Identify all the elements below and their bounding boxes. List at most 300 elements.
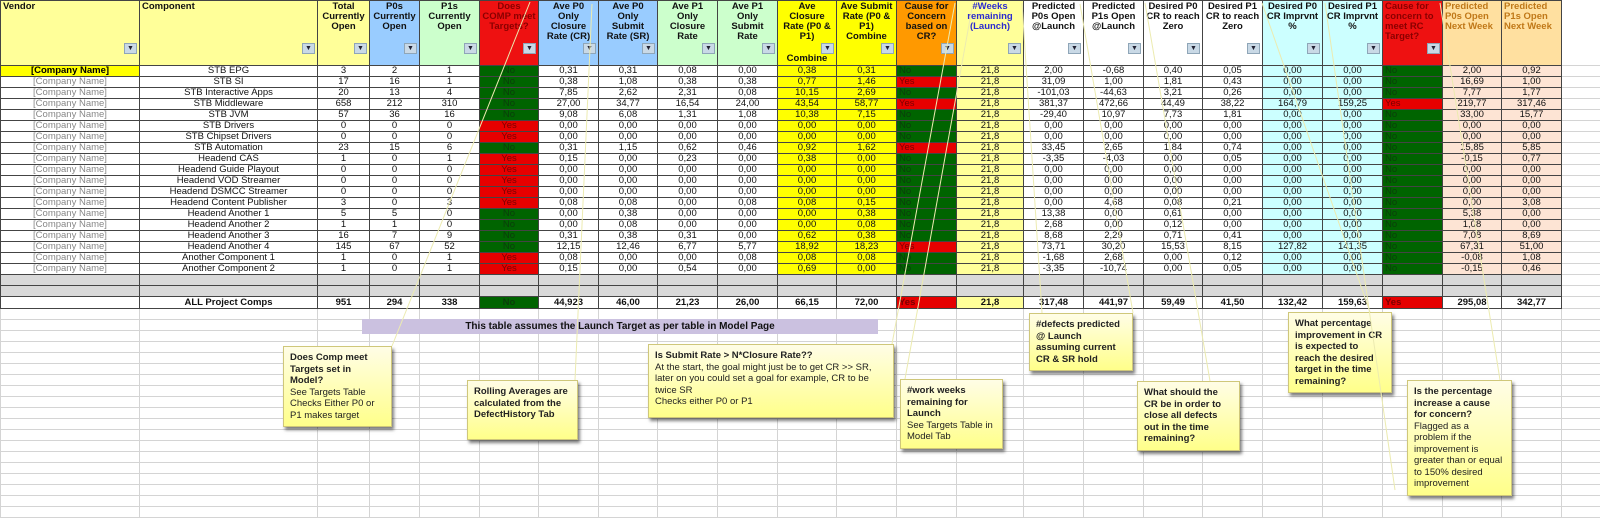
- cell[interactable]: No: [897, 220, 957, 231]
- cell[interactable]: Yes: [480, 154, 539, 165]
- cell[interactable]: 0,38: [599, 231, 658, 242]
- cell[interactable]: No: [1383, 231, 1443, 242]
- filter-dropdown-icon[interactable]: ▼: [881, 43, 894, 54]
- cell[interactable]: 0,00: [1084, 209, 1144, 220]
- cell[interactable]: 0,00: [1144, 264, 1203, 275]
- cell[interactable]: 21,8: [957, 198, 1024, 209]
- cell[interactable]: No: [1383, 132, 1443, 143]
- cell[interactable]: -0,15: [1443, 264, 1502, 275]
- cell[interactable]: 0,00: [1144, 121, 1203, 132]
- cell[interactable]: STB Chipset Drivers: [140, 132, 318, 143]
- cell[interactable]: 0: [420, 165, 480, 176]
- filter-dropdown-icon[interactable]: ▼: [821, 43, 834, 54]
- cell[interactable]: 0,00: [1323, 110, 1383, 121]
- cell[interactable]: [1323, 441, 1383, 452]
- cell[interactable]: No: [480, 297, 539, 309]
- cell[interactable]: [480, 463, 539, 474]
- cell[interactable]: 0,00: [837, 264, 897, 275]
- cell[interactable]: 0,00: [1024, 176, 1084, 187]
- cell[interactable]: [1203, 463, 1263, 474]
- cell[interactable]: No: [897, 264, 957, 275]
- cell[interactable]: No: [897, 121, 957, 132]
- cell[interactable]: 0: [370, 264, 420, 275]
- cell[interactable]: [1502, 364, 1562, 375]
- cell[interactable]: 52: [420, 242, 480, 253]
- cell[interactable]: 21,8: [957, 165, 1024, 176]
- cell[interactable]: [420, 342, 480, 353]
- cell[interactable]: [837, 275, 897, 286]
- cell[interactable]: 0,00: [1084, 121, 1144, 132]
- cell[interactable]: [1502, 496, 1562, 507]
- column-header[interactable]: [1383, 1, 1443, 66]
- cell[interactable]: 5,77: [718, 242, 778, 253]
- cell[interactable]: 10,97: [1084, 110, 1144, 121]
- cell[interactable]: 6,77: [658, 242, 718, 253]
- cell[interactable]: 0,08: [718, 198, 778, 209]
- cell[interactable]: [957, 309, 1024, 320]
- cell[interactable]: [837, 309, 897, 320]
- cell[interactable]: 159,63: [1323, 297, 1383, 309]
- cell[interactable]: [420, 286, 480, 297]
- cell[interactable]: [957, 507, 1024, 518]
- cell[interactable]: [1562, 342, 1600, 353]
- cell[interactable]: [1562, 452, 1600, 463]
- cell[interactable]: [1144, 463, 1203, 474]
- cell[interactable]: [140, 309, 318, 320]
- cell[interactable]: Headend Content Publisher: [140, 198, 318, 209]
- cell[interactable]: 3,08: [1502, 198, 1562, 209]
- cell[interactable]: [1024, 452, 1084, 463]
- cell[interactable]: [658, 452, 718, 463]
- cell[interactable]: No: [897, 154, 957, 165]
- cell[interactable]: No: [1383, 66, 1443, 77]
- cell[interactable]: [480, 474, 539, 485]
- cell[interactable]: [897, 286, 957, 297]
- cell[interactable]: 0,00: [1443, 187, 1502, 198]
- cell[interactable]: 1: [318, 220, 370, 231]
- cell[interactable]: No: [480, 143, 539, 154]
- cell[interactable]: [1562, 507, 1600, 518]
- cell[interactable]: [778, 452, 837, 463]
- cell[interactable]: [1263, 286, 1323, 297]
- cell[interactable]: [1443, 331, 1502, 342]
- cell[interactable]: 51,00: [1502, 242, 1562, 253]
- cell[interactable]: 1: [420, 154, 480, 165]
- cell[interactable]: 0,00: [1443, 198, 1502, 209]
- cell[interactable]: 21,8: [957, 253, 1024, 264]
- cell[interactable]: Headend DSMCC Streamer: [140, 187, 318, 198]
- cell[interactable]: 0,00: [718, 154, 778, 165]
- cell[interactable]: 0,00: [718, 264, 778, 275]
- cell[interactable]: 0,00: [1263, 253, 1323, 264]
- cell[interactable]: 0: [420, 176, 480, 187]
- cell[interactable]: [1084, 507, 1144, 518]
- cell[interactable]: [140, 430, 318, 441]
- cell[interactable]: 1,77: [1502, 88, 1562, 99]
- cell[interactable]: [Company Name]: [1, 66, 140, 77]
- cell[interactable]: [Company Name]: [1, 165, 140, 176]
- cell[interactable]: Yes: [480, 264, 539, 275]
- cell[interactable]: Headend VOD Streamer: [140, 176, 318, 187]
- cell[interactable]: No: [897, 253, 957, 264]
- cell[interactable]: [897, 507, 957, 518]
- cell[interactable]: 0,00: [658, 121, 718, 132]
- cell[interactable]: 17: [318, 77, 370, 88]
- cell[interactable]: 0,38: [778, 66, 837, 77]
- cell[interactable]: No: [480, 220, 539, 231]
- cell[interactable]: 2: [370, 66, 420, 77]
- cell[interactable]: [420, 275, 480, 286]
- cell[interactable]: 10,38: [778, 110, 837, 121]
- cell[interactable]: 0,38: [837, 231, 897, 242]
- cell[interactable]: 0,00: [1203, 209, 1263, 220]
- cell[interactable]: 46,00: [599, 297, 658, 309]
- filter-dropdown-icon[interactable]: ▼: [1128, 43, 1141, 54]
- cell[interactable]: [1, 386, 140, 397]
- cell[interactable]: [599, 474, 658, 485]
- cell[interactable]: 0,00: [1323, 132, 1383, 143]
- cell[interactable]: 5: [318, 209, 370, 220]
- filter-dropdown-icon[interactable]: ▼: [1008, 43, 1021, 54]
- cell[interactable]: 0,08: [539, 253, 599, 264]
- cell[interactable]: 30,20: [1084, 242, 1144, 253]
- cell[interactable]: STB Automation: [140, 143, 318, 154]
- cell[interactable]: [658, 441, 718, 452]
- cell[interactable]: No: [897, 209, 957, 220]
- cell[interactable]: 0: [370, 176, 420, 187]
- cell[interactable]: 0,00: [1024, 132, 1084, 143]
- cell[interactable]: [420, 452, 480, 463]
- cell[interactable]: [370, 286, 420, 297]
- cell[interactable]: 21,8: [957, 209, 1024, 220]
- cell[interactable]: 0,00: [778, 187, 837, 198]
- cell[interactable]: 9: [420, 231, 480, 242]
- cell[interactable]: 21,8: [957, 242, 1024, 253]
- cell[interactable]: 5: [370, 209, 420, 220]
- cell[interactable]: 0,00: [1144, 187, 1203, 198]
- cell[interactable]: 16: [420, 110, 480, 121]
- filter-dropdown-icon[interactable]: ▼: [1068, 43, 1081, 54]
- cell[interactable]: 0,62: [778, 231, 837, 242]
- cell[interactable]: 7,08: [1443, 231, 1502, 242]
- cell[interactable]: 0: [318, 187, 370, 198]
- cell[interactable]: [1024, 419, 1084, 430]
- cell[interactable]: 1,81: [1203, 110, 1263, 121]
- cell[interactable]: [957, 286, 1024, 297]
- cell[interactable]: Another Component 1: [140, 253, 318, 264]
- cell[interactable]: 0,00: [1323, 121, 1383, 132]
- column-header[interactable]: [718, 1, 778, 66]
- cell[interactable]: 16: [370, 77, 420, 88]
- cell[interactable]: 0,00: [539, 176, 599, 187]
- cell[interactable]: 0,00: [1323, 220, 1383, 231]
- cell[interactable]: [140, 275, 318, 286]
- cell[interactable]: 10,15: [778, 88, 837, 99]
- cell[interactable]: [1323, 496, 1383, 507]
- cell[interactable]: 0,00: [837, 154, 897, 165]
- cell[interactable]: [1, 275, 140, 286]
- cell[interactable]: [1502, 275, 1562, 286]
- cell[interactable]: 0,08: [599, 198, 658, 209]
- cell[interactable]: 0,23: [658, 154, 718, 165]
- cell[interactable]: [318, 430, 370, 441]
- cell[interactable]: [658, 496, 718, 507]
- cell[interactable]: [1562, 419, 1600, 430]
- cell[interactable]: [957, 463, 1024, 474]
- cell[interactable]: 0,00: [1144, 165, 1203, 176]
- cell[interactable]: [1562, 397, 1600, 408]
- cell[interactable]: 0: [370, 165, 420, 176]
- cell[interactable]: [1024, 485, 1084, 496]
- filter-dropdown-icon[interactable]: ▼: [583, 43, 596, 54]
- cell[interactable]: [1084, 419, 1144, 430]
- cell[interactable]: 0,00: [599, 187, 658, 198]
- cell[interactable]: [837, 496, 897, 507]
- cell[interactable]: [Company Name]: [1, 110, 140, 121]
- cell[interactable]: Yes: [897, 242, 957, 253]
- cell[interactable]: Headend Another 3: [140, 231, 318, 242]
- cell[interactable]: [658, 430, 718, 441]
- cell[interactable]: [1203, 286, 1263, 297]
- cell[interactable]: 1,08: [1502, 253, 1562, 264]
- cell[interactable]: [1144, 320, 1203, 331]
- cell[interactable]: [Company Name]: [1, 132, 140, 143]
- cell[interactable]: [1263, 408, 1323, 419]
- cell[interactable]: 0,00: [1263, 77, 1323, 88]
- cell[interactable]: 0,31: [539, 66, 599, 77]
- cell[interactable]: Yes: [480, 132, 539, 143]
- cell[interactable]: 0: [420, 209, 480, 220]
- cell[interactable]: 0,38: [599, 209, 658, 220]
- cell[interactable]: 0,00: [837, 187, 897, 198]
- cell[interactable]: [539, 463, 599, 474]
- cell[interactable]: 0,00: [539, 187, 599, 198]
- cell[interactable]: [718, 463, 778, 474]
- cell[interactable]: [897, 463, 957, 474]
- cell[interactable]: [1562, 375, 1600, 386]
- cell[interactable]: 0,38: [718, 77, 778, 88]
- cell[interactable]: Yes: [1383, 99, 1443, 110]
- cell[interactable]: [1562, 275, 1600, 286]
- cell[interactable]: [480, 441, 539, 452]
- cell[interactable]: Yes: [1383, 297, 1443, 309]
- cell[interactable]: 1: [318, 253, 370, 264]
- cell[interactable]: [1263, 275, 1323, 286]
- cell[interactable]: [1, 342, 140, 353]
- cell[interactable]: 0,74: [1203, 143, 1263, 154]
- cell[interactable]: Headend Another 2: [140, 220, 318, 231]
- column-header[interactable]: [1, 1, 140, 66]
- cell[interactable]: [370, 485, 420, 496]
- cell[interactable]: -4,03: [1084, 154, 1144, 165]
- cell[interactable]: [718, 452, 778, 463]
- cell[interactable]: 38,22: [1203, 99, 1263, 110]
- cell[interactable]: [Company Name]: [1, 143, 140, 154]
- cell[interactable]: [370, 452, 420, 463]
- cell[interactable]: [Company Name]: [1, 198, 140, 209]
- cell[interactable]: 21,8: [957, 220, 1024, 231]
- cell[interactable]: 0,00: [658, 198, 718, 209]
- filter-dropdown-icon[interactable]: ▼: [404, 43, 417, 54]
- cell[interactable]: [778, 496, 837, 507]
- cell[interactable]: 212: [370, 99, 420, 110]
- cell[interactable]: [1323, 408, 1383, 419]
- cell[interactable]: [897, 309, 957, 320]
- cell[interactable]: 0,31: [539, 231, 599, 242]
- cell[interactable]: 58,77: [837, 99, 897, 110]
- cell[interactable]: [957, 342, 1024, 353]
- cell[interactable]: 0,46: [1502, 264, 1562, 275]
- cell[interactable]: [1203, 474, 1263, 485]
- cell[interactable]: [Company Name]: [1, 220, 140, 231]
- cell[interactable]: 0,77: [778, 77, 837, 88]
- cell[interactable]: 1,46: [837, 77, 897, 88]
- cell[interactable]: 0,00: [1323, 209, 1383, 220]
- cell[interactable]: [1024, 507, 1084, 518]
- cell[interactable]: [897, 331, 957, 342]
- cell[interactable]: [837, 485, 897, 496]
- cell[interactable]: 0,00: [718, 231, 778, 242]
- cell[interactable]: 66,15: [778, 297, 837, 309]
- cell[interactable]: [1203, 485, 1263, 496]
- cell[interactable]: [599, 419, 658, 430]
- cell[interactable]: [1383, 507, 1443, 518]
- cell[interactable]: [539, 452, 599, 463]
- cell[interactable]: [1024, 441, 1084, 452]
- filter-dropdown-icon[interactable]: ▼: [1307, 43, 1320, 54]
- cell[interactable]: [1562, 441, 1600, 452]
- cell[interactable]: 0,00: [718, 66, 778, 77]
- cell[interactable]: [1562, 353, 1600, 364]
- cell[interactable]: 0,00: [1084, 132, 1144, 143]
- cell[interactable]: No: [480, 88, 539, 99]
- cell[interactable]: 31,09: [1024, 77, 1084, 88]
- cell[interactable]: 0,31: [658, 231, 718, 242]
- column-header[interactable]: [539, 1, 599, 66]
- cell[interactable]: 0,00: [599, 176, 658, 187]
- cell[interactable]: [1562, 463, 1600, 474]
- cell[interactable]: [539, 286, 599, 297]
- cell[interactable]: 1,00: [1502, 77, 1562, 88]
- cell[interactable]: 21,8: [957, 110, 1024, 121]
- cell[interactable]: [837, 507, 897, 518]
- cell[interactable]: Yes: [480, 187, 539, 198]
- cell[interactable]: [420, 309, 480, 320]
- cell[interactable]: -0,08: [1443, 253, 1502, 264]
- cell[interactable]: [599, 275, 658, 286]
- cell[interactable]: 441,97: [1084, 297, 1144, 309]
- cell[interactable]: [140, 331, 318, 342]
- cell[interactable]: 0,31: [837, 66, 897, 77]
- cell[interactable]: [420, 441, 480, 452]
- cell[interactable]: 0,38: [539, 77, 599, 88]
- cell[interactable]: -0,68: [1084, 66, 1144, 77]
- cell[interactable]: 27,00: [539, 99, 599, 110]
- cell[interactable]: 0,00: [599, 132, 658, 143]
- cell[interactable]: 1,31: [658, 110, 718, 121]
- cell[interactable]: 21,8: [957, 143, 1024, 154]
- cell[interactable]: 1,84: [1144, 143, 1203, 154]
- cell[interactable]: [480, 485, 539, 496]
- cell[interactable]: 0,92: [778, 143, 837, 154]
- cell[interactable]: [957, 364, 1024, 375]
- cell[interactable]: [539, 507, 599, 518]
- filter-dropdown-icon[interactable]: ▼: [1247, 43, 1260, 54]
- cell[interactable]: 73,71: [1024, 242, 1084, 253]
- cell[interactable]: [318, 463, 370, 474]
- cell[interactable]: [539, 485, 599, 496]
- cell[interactable]: [1263, 430, 1323, 441]
- cell[interactable]: 0,00: [1084, 220, 1144, 231]
- cell[interactable]: [1203, 353, 1263, 364]
- cell[interactable]: [1024, 408, 1084, 419]
- cell[interactable]: [1084, 286, 1144, 297]
- cell[interactable]: 9,08: [539, 110, 599, 121]
- filter-dropdown-icon[interactable]: ▼: [523, 43, 536, 54]
- cell[interactable]: 0,00: [1502, 220, 1562, 231]
- cell[interactable]: 317,48: [1024, 297, 1084, 309]
- cell[interactable]: 16,69: [1443, 77, 1502, 88]
- cell[interactable]: 3: [420, 198, 480, 209]
- column-header[interactable]: [1144, 1, 1203, 66]
- cell[interactable]: [1323, 463, 1383, 474]
- cell[interactable]: No: [480, 99, 539, 110]
- cell[interactable]: 0: [420, 220, 480, 231]
- cell[interactable]: 16: [318, 231, 370, 242]
- cell[interactable]: 8,69: [1502, 231, 1562, 242]
- cell[interactable]: No: [1383, 110, 1443, 121]
- cell[interactable]: [539, 275, 599, 286]
- cell[interactable]: [140, 441, 318, 452]
- cell[interactable]: Yes: [480, 176, 539, 187]
- filter-dropdown-icon[interactable]: ▼: [464, 43, 477, 54]
- cell[interactable]: [1084, 463, 1144, 474]
- cell[interactable]: 0,00: [1502, 209, 1562, 220]
- cell[interactable]: 21,8: [957, 297, 1024, 309]
- cell[interactable]: 5,85: [1502, 143, 1562, 154]
- cell[interactable]: [1443, 507, 1502, 518]
- cell[interactable]: 0,00: [1024, 198, 1084, 209]
- cell[interactable]: 6,08: [599, 110, 658, 121]
- cell[interactable]: [1, 353, 140, 364]
- cell[interactable]: 26,00: [718, 297, 778, 309]
- cell[interactable]: 33,00: [1443, 110, 1502, 121]
- cell[interactable]: 7,15: [837, 110, 897, 121]
- cell[interactable]: [1024, 275, 1084, 286]
- cell[interactable]: [1443, 309, 1502, 320]
- cell[interactable]: [1024, 496, 1084, 507]
- cell[interactable]: [480, 364, 539, 375]
- cell[interactable]: 0,08: [539, 198, 599, 209]
- cell[interactable]: 0,71: [1144, 231, 1203, 242]
- cell[interactable]: [1323, 275, 1383, 286]
- cell[interactable]: 0,00: [1323, 77, 1383, 88]
- cell[interactable]: [1, 375, 140, 386]
- cell[interactable]: [1203, 320, 1263, 331]
- cell[interactable]: 0,00: [1263, 132, 1323, 143]
- cell[interactable]: [1, 419, 140, 430]
- cell[interactable]: [1502, 331, 1562, 342]
- cell[interactable]: 21,8: [957, 121, 1024, 132]
- cell[interactable]: 0,15: [539, 264, 599, 275]
- cell[interactable]: [718, 474, 778, 485]
- cell[interactable]: 0: [420, 132, 480, 143]
- cell[interactable]: No: [897, 198, 957, 209]
- cell[interactable]: 36: [370, 110, 420, 121]
- cell[interactable]: -10,74: [1084, 264, 1144, 275]
- cell[interactable]: [1144, 485, 1203, 496]
- cell[interactable]: [1203, 275, 1263, 286]
